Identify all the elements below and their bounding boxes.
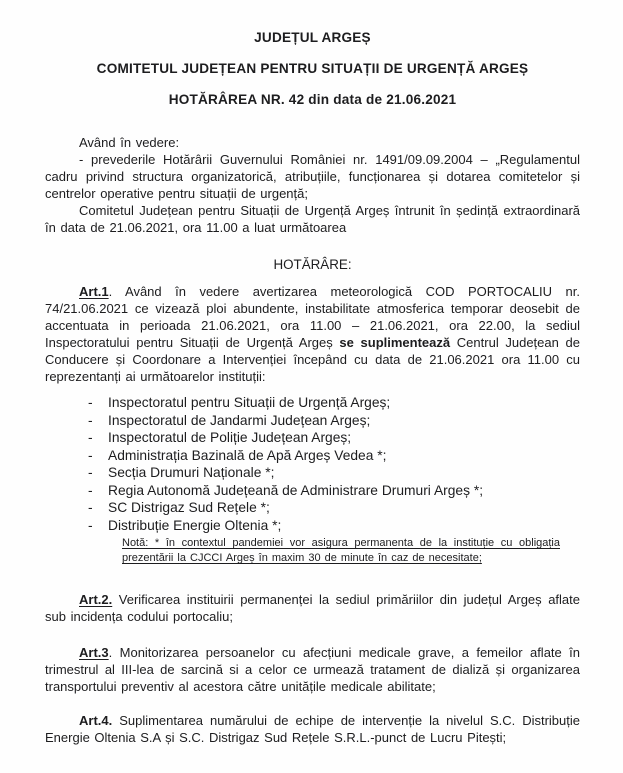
preamble-section: [45, 134, 580, 236]
institution-item: - Administrația Bazinală de Apă Argeș Vedea *;: [88, 447, 580, 465]
committee-title: COMITETUL JUDEȚEAN PENTRU SITUAȚII DE URGENȚĂ ARGEȘ: [96, 61, 529, 76]
institution-item: - Regia Autonomă Județeană de Administrare Drumuri Argeș *;: [88, 482, 580, 500]
institution-item: - SC Distrigaz Sud Rețele *;: [88, 499, 580, 517]
decision-heading: HOTĂRÂRE:: [273, 257, 352, 272]
institution-item: - Inspectoratul de Jandarmi Județean Argeș;: [88, 412, 580, 430]
institution-item: - Inspectoratul de Poliție Județean Argeș;: [88, 429, 580, 447]
pandemic-note: Notă: * în contextul pandemiei vor asigura permanenta de la instituție cu obligația prezentării la CJCCI Argeș în maxim 30 de minute în caz de necesitate;: [122, 537, 560, 564]
article-2-text: Verificarea instituirii permanenței la sediul primăriilor din județul Argeș aflate sub incidența codului portocaliu;: [45, 592, 580, 624]
preamble-session: Comitetul Județean pentru Situații de Urgență Argeș întrunit în ședință extraordinară în data de 21.06.2021, ora 11.00 a luat următoarea: [45, 203, 580, 235]
institution-item: - Secția Drumuri Naționale *;: [88, 464, 580, 482]
article-1-text-a: . Având în vedere avertizarea meteorologică COD PORTOCALIU nr. 74/21.06.2021 ce vizează ploi abundente, instabilitate atmosferica temporar deosebit de accentuata in perioada 21.06.2021, ora 11.00 – 21.06.2021, ora 22.00, la sediul Inspectoratului pentru Situații de Urgență Argeș: [45, 284, 580, 350]
institutions-list: [45, 394, 580, 534]
preamble-intro: Având în vedere:: [79, 135, 180, 150]
preamble-provision: - prevederile Hotărârii Guvernului României nr. 1491/09.09.2004 – „Regulamentul cadru privind structura organizatorică, atribuțiile, funcționarea și dotarea comitetelor și centrelor operative pentru situații de urgență;: [45, 152, 580, 201]
article-3-text: . Monitorizarea persoanelor cu afecțiuni medicale grave, a femeilor aflate în trimestrul al III-lea de sarcină si a celor ce urmează tratament de dializă și organizarea transportului preventiv al acestora către unitățile medicale abilitate;: [45, 645, 580, 694]
article-4-text: Suplimentarea numărului de echipe de intervenție la nivelul S.C. Distribuție Energie Oltenia S.A și S.C. Distrigaz Sud Rețele S.R.L.-punct de Lucru Pitești;: [45, 713, 580, 745]
article-3: [45, 644, 580, 695]
article-2-label: Art.2.: [79, 592, 113, 607]
article-4: [45, 712, 580, 746]
article-1-bold-phrase: se suplimentează: [339, 335, 451, 350]
article-2: [45, 591, 580, 625]
document-header: [45, 30, 580, 107]
county-title: JUDEȚUL ARGEȘ: [254, 30, 371, 45]
institution-item: - Inspectoratul pentru Situații de Urgență Argeș;: [88, 394, 580, 412]
article-1: [45, 283, 580, 385]
decision-number-title: HOTĂRÂREA NR. 42 din data de 21.06.2021: [168, 92, 457, 107]
article-1-label: Art.1: [79, 284, 109, 299]
article-4-label: Art.4.: [79, 713, 113, 728]
article-1-text-b: Centrul Județean de Conducere și Coordonare a Intervenției începând cu data de 21.06.2021 ora 11.00 cu reprezentanți ai următoarelor instituții:: [45, 335, 580, 384]
institution-item: - Distribuție Energie Oltenia *;: [88, 517, 580, 535]
article-3-label: Art.3: [79, 645, 109, 660]
